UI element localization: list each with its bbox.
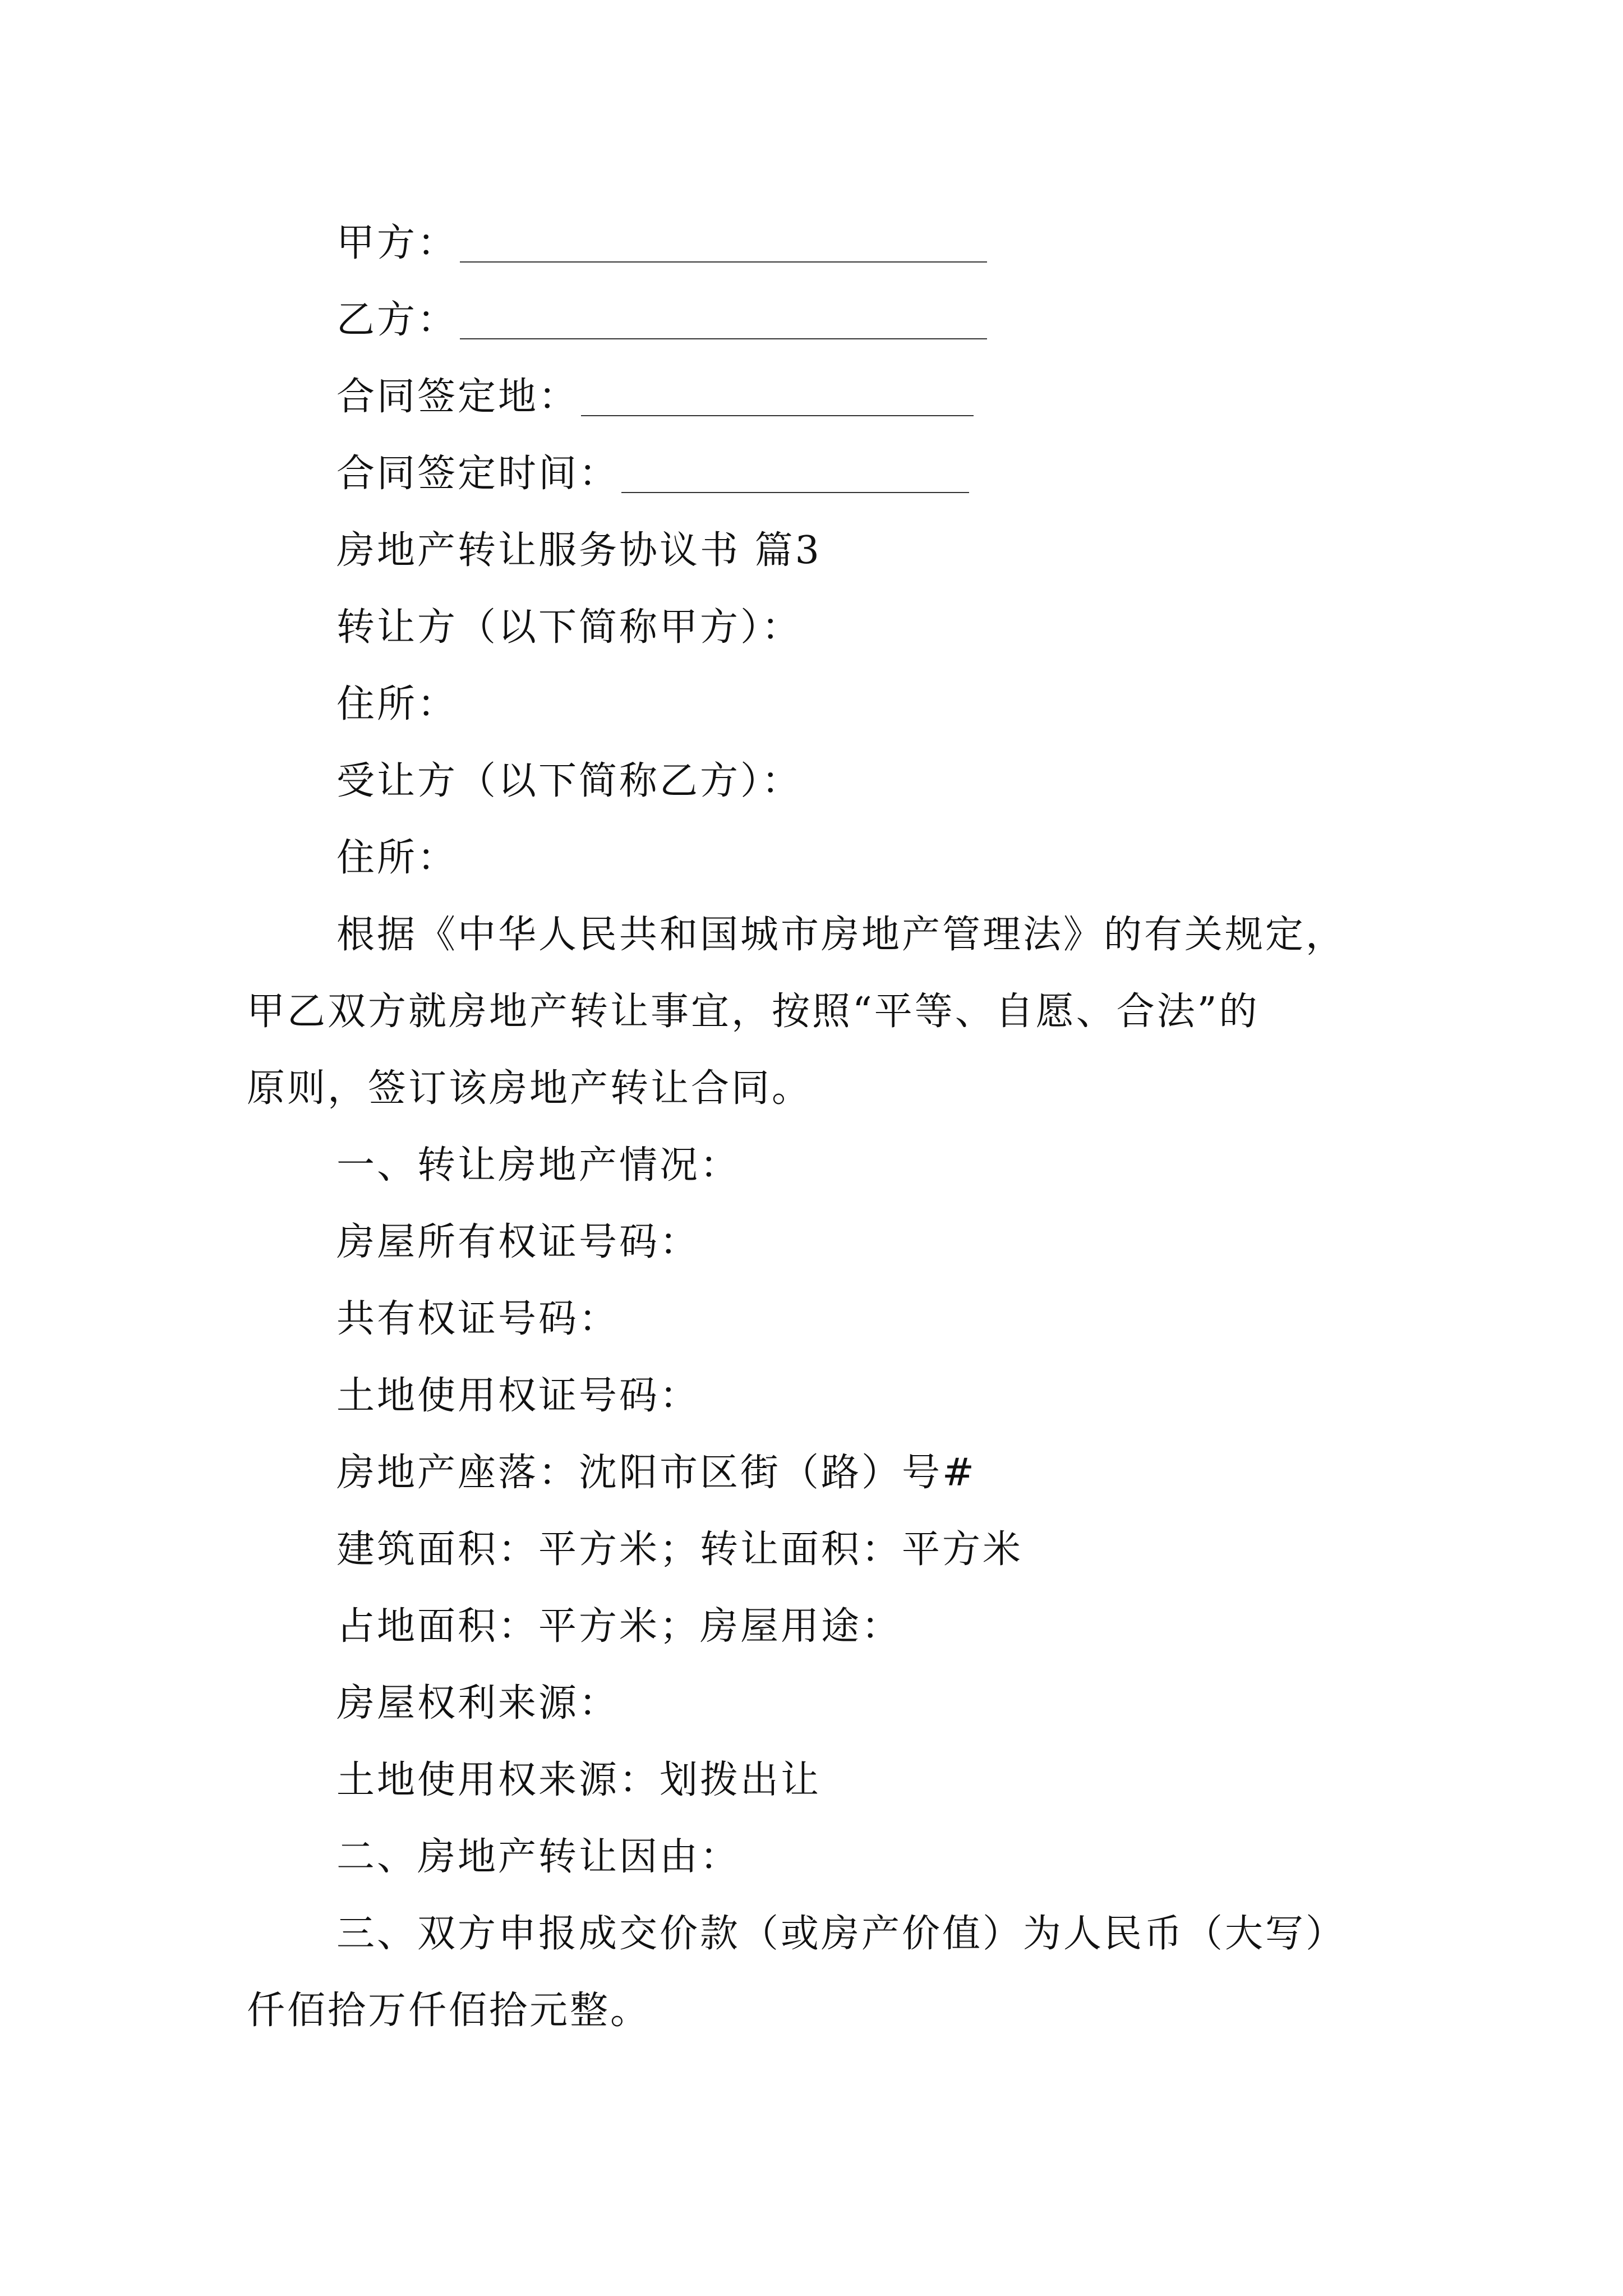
- transferee-address: 住所：: [336, 836, 458, 880]
- building-area: 建筑面积：平方米；转让面积：平方米: [336, 1527, 1023, 1572]
- ownership-cert: 房屋所有权证号码：: [336, 1220, 700, 1264]
- sign-time-label: 合同签定时间：: [336, 452, 620, 496]
- party-a-label: 甲方：: [336, 221, 458, 265]
- co-ownership-cert: 共有权证号码：: [336, 1297, 620, 1341]
- property-location: 房地产座落：沈阳市区街（路）号#: [336, 1451, 976, 1495]
- sign-time-blank[interactable]: [621, 458, 969, 493]
- preamble-line-3: 原则，签订该房地产转让合同。: [247, 1066, 813, 1111]
- article3-line-1: 三、双方申报成交价款（或房产价值）为人民币（大写）: [336, 1912, 1347, 1956]
- land-right-source: 土地使用权来源：划拨出让: [336, 1758, 822, 1802]
- sign-place-line: [336, 375, 974, 419]
- sign-time-line: [336, 452, 969, 496]
- land-use-cert: 土地使用权证号码：: [336, 1374, 700, 1418]
- party-b-blank[interactable]: [460, 305, 987, 339]
- transferee-line: 受让方（以下简称乙方）：: [336, 759, 803, 803]
- land-area: 占地面积：平方米；房屋用途：: [336, 1604, 902, 1649]
- sign-place-label: 合同签定地：: [336, 375, 579, 419]
- section-title: 房地产转让服务协议书 篇3: [336, 528, 822, 573]
- preamble-line-1: 根据《中华人民共和国城市房地产管理法》的有关规定，: [336, 913, 1347, 957]
- transferor-address: 住所：: [336, 682, 458, 726]
- party-a-blank[interactable]: [460, 228, 987, 263]
- article1-heading: 一、转让房地产情况：: [336, 1143, 741, 1188]
- transferor-line: 转让方（以下简称甲方）：: [336, 605, 803, 650]
- article2-heading: 二、房地产转让因由：: [336, 1835, 741, 1879]
- sign-place-blank[interactable]: [581, 381, 974, 416]
- house-right-source: 房屋权利来源：: [336, 1681, 620, 1726]
- party-b-line: [336, 298, 987, 342]
- preamble-line-2: 甲乙双方就房地产转让事宜，按照“平等、自愿、合法”的: [247, 990, 1260, 1034]
- party-b-label: 乙方：: [336, 298, 458, 342]
- article3-line-2: 仟佰拾万仟佰拾元整。: [247, 1989, 651, 2033]
- party-a-line: [336, 221, 987, 265]
